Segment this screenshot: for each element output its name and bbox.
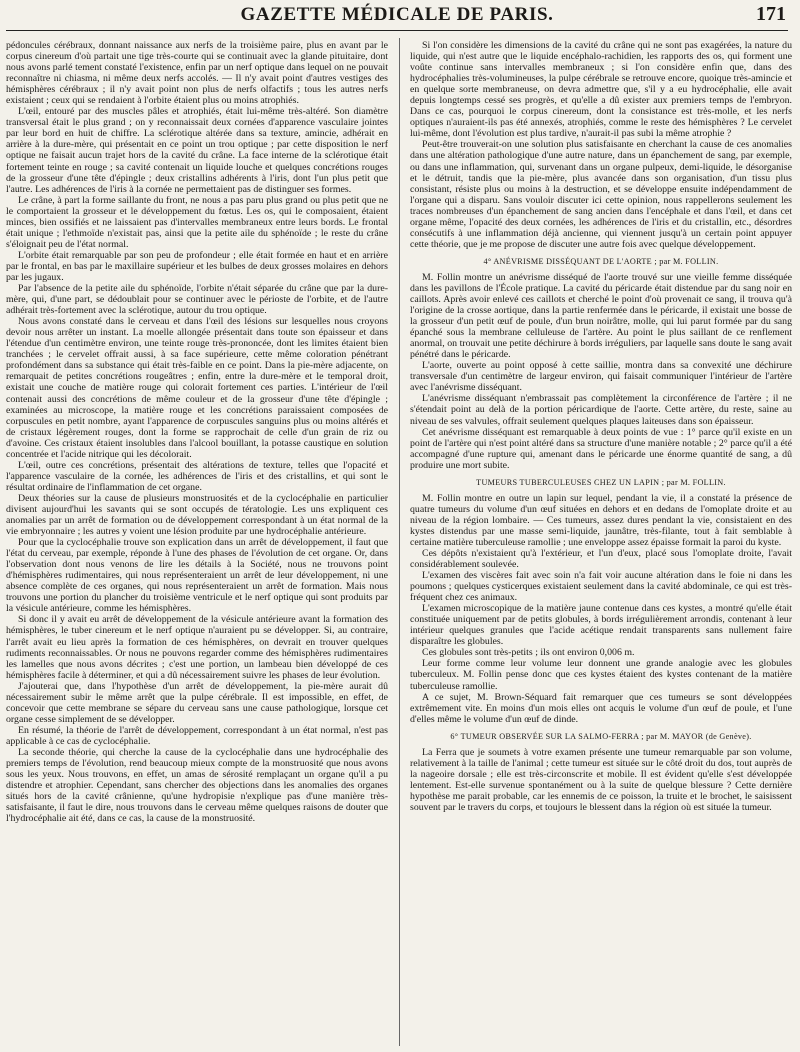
left-column — [6, 40, 388, 1046]
paragraph: Cet anévrisme disséquant est remarquable à deux points de vue : 1° parce qu'il existe en un point de l'artère qui n'est point altéré dans sa structure d'une manière notable ; 2° parce qu'il a été accompagné d'une rupture qui, amenant dans le péricarde une énorme quantité de sang, a dû produire une mort subite. — [410, 426, 792, 471]
journal-title: GAZETTE MÉDICALE DE PARIS. — [240, 4, 554, 25]
paragraph: L'examen des viscères fait avec soin n'a fait voir aucune altération dans le foie ni dans les poumons ; quelques cysticerques existaient seulement dans la cavité abdominale, ce qui est très-fréquent chez ces animaux. — [410, 570, 792, 604]
right-column — [410, 40, 792, 1046]
section-heading-lapin: TUMEURS TUBERCULEUSES CHEZ UN LAPIN ; par M. FOLLIN. — [476, 477, 726, 487]
paragraph: Si donc il y avait eu arrêt de développement de la vésicule antérieure avant la formation des hémisphères, le tuber cinereum et le nerf optique n'auraient pu se développer. Si, au contraire, l'arrêt avait eu lieu après la formation de ces hémisphères, on devrait en trouver quelques rudiments reconnaissables. Or nous ne pouvons regarder comme des hémisphères rudimentaires les lamelles que nous avons décrites ; c'est une portion, un lambeau bien développé de ces hémisphères facile à déterminer, et qui a dû nécessairement suivre les phases de leur évolution. — [6, 614, 388, 681]
paragraph: L'orbite était remarquable par son peu de profondeur ; elle était formée en haut et en arrière par le frontal, en bas par le maxillaire supérieur et les bulbes de deux grosses molaires en dehors par les jugaux. — [6, 249, 388, 283]
paragraph: Ces globules sont très-petits ; ils ont environ 0,006 m. — [422, 647, 635, 659]
paragraph: L'œil, entouré par des muscles pâles et atrophiés, était lui-même très-altéré. Son diamètre transversal était le plus grand ; on y reconnaissait deux cornées d'apparence vasculaire jointes par leur bord en huit de chiffre. La sclérotique altérée dans sa texture, amincie, adhérait en arrière à la dure-mère, qui présentait en ce point un trou optique ; par cette disposition le nerf optique ne faisait aucun trajet hors de la cavité du crâne. La face interne de la sclérotique était fortement teinte en rouge ; sa cavité contenait un liquide louche et quelques concrétions rouges de la grosseur d'une tête d'épingle ; deux cristallins adhérents à l'iris, dont l'un plus petit que l'autre. Les adhérences de l'iris à la cornée ne permettaient pas de distinguer ses formes. — [6, 106, 388, 195]
paragraph: Le crâne, à part la forme saillante du front, ne nous a pas paru plus grand ou plus petit que ne le comportaient la grosseur et le développement du fœtus. Les os, qui le composaient, étaient minces, bien ossifiés et ne laissaient pas d'intervalles membraneux entre leurs bords. Le frontal était unique ; l'ethmoïde n'existait pas, ainsi que la petite aile du sphénoïde ; le reste du crâne s'éloignait peu de l'état normal. — [6, 194, 388, 250]
paragraph: L'aorte, ouverte au point opposé à cette saillie, montra dans sa convexité une déchirure transversale d'un centimètre de largeur environ, qui faisait communiquer l'intérieur de l'artère avec l'anévrisme disséquant. — [410, 360, 792, 394]
paragraph: Nous avons constaté dans le cerveau et dans l'œil des lésions sur lesquelles nous croyons devoir nous arrêter un instant. La moelle allongée présentait dans toute son épaisseur et dans l'étendue d'un centimètre environ, une teinte rouge très-prononcée, dont les limites étaient bien tranchées ; le cervelet offrait aussi, à sa face supérieure, cette même coloration pénétrant profondément dans sa substance qui était très-faible en ce point. Dans la pie-mère adjacente, on remarquait de petites concrétions rougeâtres ; enfin, entre la dure-mère et le temporal droit, existait une couche de matière rouge qui colorait fortement ces parties. L'intérieur de l'œil contenait aussi des concrétions de même couleur et de la grosseur d'une tête d'épingle ; examinées au microscope, la matière rouge et les concrétions paraissaient composées de corpuscules en petit nombre, ayant l'apparence de corpuscules sanguins plus ou moins altérés et de cristaux légèrement rouges, dont la forme se rapprochait de celle d'un grain de riz ou d'avoine. Ces cristaux étaient insolubles dans l'alcool bouillant, la potasse caustique en solution concentrée et l'acide nitrique qui les décolorait. — [6, 316, 388, 460]
paragraph: La Ferra que je soumets à votre examen présente une tumeur remarquable par son volume, relativement à la taille de l'animal ; cette tumeur est située sur le côté droit du dos, tout auprès de la nageoire dorsale ; elle est très-circonscrite et mobile. Il est évident qu'elle s'est développée lentement. Est-elle survenue spontanément ou à la suite de quelque blessure ? Cette dernière hypothèse me parait probable, car les ennemis de ce poisson, la truite et le brochet, le saisissent souvent par le travers du corps, et toujours le blessent dans la région où est située la tumeur. — [410, 746, 792, 813]
paragraph: Par l'absence de la petite aile du sphénoïde, l'orbite n'était séparée du crâne que par la dure-mère, qui, d'une part, se dédoublait pour se continuer avec le périoste de l'orbite, et de l'autre adhérait très-fortement avec la sclérotique, autour du trou optique. — [6, 283, 388, 317]
paragraph: Deux théories sur la cause de plusieurs monstruosités et de la cyclocéphalie en particulier divisent aujourd'hui les savants qui se sont occupés de tératologie. Les uns expliquent ces anomalies par un arrêt de formation ou de développement correspondant à un état normal de la vie embryonnaire ; les autres y voient une lésion produite par une hydrocéphalie antérieure. — [6, 492, 388, 538]
paragraph: L'examen microscopique de la matière jaune contenue dans ces kystes, a montré qu'elle était constituée uniquement par de petits globules, à bords irrégulièrement arrondis, contenant à leur intérieur quelques granules que l'acide acétique rendait transparents sans nullement faire disparaître les globules. — [410, 603, 792, 648]
paragraph: M. Follin montre en outre un lapin sur lequel, pendant la vie, il a constaté la présence de quatre tumeurs du volume d'un œuf situées en dehors et en dedans de l'omoplate droite et au niveau de la région lombaire. — Ces tumeurs, assez dures pendant la vie, consistaient en des kystes distendus par une masse semi-liquide, jaunâtre, très-filante, tout à fait semblable à certaine matière tuberculeuse ramollie ; une enveloppe assez épaisse formait la paroi du kyste. — [410, 492, 792, 548]
page-header — [6, 0, 788, 31]
paragraph: L'œil, outre ces concrétions, présentait des altérations de texture, telles que l'opacité et l'apparence vasculaire de la cornée, les adhérences de l'iris et des cristallins, et qui sont le résultat ordinaire de l'inflammation de cet organe. — [6, 459, 388, 493]
page-number: 171 — [756, 3, 786, 25]
paragraph: Si l'on considère les dimensions de la cavité du crâne qui ne sont pas exagérées, la nature du liquide, qui n'est autre que le liquide encéphalo-rachidien, les rapports des os, qui forment une voûte continue sans intervalles membraneux ; si l'on considère enfin que, dans des hydrocéphalies très-volumineuses, la pulpe cérébrale se retrouve encore, quoique très-amincie et en quelque sorte membraneuse, on devra admettre que, s'il y a eu hydrocéphalie, elle avait depuis longtemps cessé ses progrès, et qu'elle a dû exister aux premiers temps de l'embryon. Dans ce cas, pourquoi le corpus cinereum, dont la consistance est très-molle, et les nerfs optiques n'auraient-ils pas été annexés, atrophiés, comme le reste des hémisphères ? Le cervelet lui-même, dont l'évolution est plus tardive, n'aurait-il pas subi la même atrophie ? — [410, 40, 792, 140]
paragraph: Ces dépôts n'existaient qu'à l'extérieur, et l'un d'eux, placé sous l'omoplate droite, l'avait considérablement soulevée. — [410, 547, 792, 571]
paragraph: Leur forme comme leur volume leur donnent une grande analogie avec les globules tuberculeux. M. Follin pense donc que ces kystes étaient des kystes contenant de la matière tuberculeuse ramollie. — [410, 658, 792, 692]
paragraph: La seconde théorie, qui cherche la cause de la cyclocéphalie dans une hydrocéphalie des premiers temps de l'évolution, rend beaucoup mieux compte de la monstruosité que nous avons sous les yeux. Nous trouvons, en effet, un amas de sérosité remplaçant un organe qu'il a pu distendre et atrophier. Cependant, sans chercher des objections dans les anomalies des organes situés hors de la cavité crânienne, qu'une hydropisie n'explique pas d'une manière très-satisfaisante, il faut le dire, nous trouvons dans le cerveau même quelques raisons de douter que l'hydrocéphalie ait été, dans ce cas, la cause de la monstruosité. — [6, 747, 388, 825]
column-divider — [399, 38, 400, 1046]
section-heading-salmo: 6° TUMEUR OBSERVÉE SUR LA SALMO-FERRA ; par M. MAYOR (de Genève). — [450, 731, 752, 741]
paragraph: pédoncules cérébraux, donnant naissance aux nerfs de la troisième paire, plus en avant par le corpus cinereum d'où partait une tige très-courte qui se continuait avec la glande pituitaire, dont nous avons parlé tement constaté l'existence, enfin par un nerf optique dans lequel on ne pouvait reconnaître ni chiasma, ni même deux nerfs accolés. — Il n'y avait point d'autres vestiges des hémisphères cérébraux ; il n'y avait point non plus de nerfs olfactifs ; tous les autres nerfs existaient ; ceux qui se rendaient à l'orbite étaient plus ou moins atrophiés. — [6, 40, 388, 107]
section-heading-aorta: 4° ANÉVRISME DISSÉQUANT DE L'AORTE ; par M. FOLLIN. — [483, 256, 719, 266]
paragraph: J'ajouterai que, dans l'hypothèse d'un arrêt de développement, la pie-mère aurait dû nécessairement subir le même arrêt que la pulpe cérébrale. Il est impossible, en effet, de concevoir que cette membrane se sépare du cerveau sans une cause pathologique, lorsque cet organe cesse simplement de se développer. — [6, 680, 388, 725]
paragraph: En résumé, la théorie de l'arrêt de développement, correspondant à un état normal, n'est pas applicable à ce cas de cyclocéphalie. — [6, 724, 388, 747]
paragraph: Peut-être trouverait-on une solution plus satisfaisante en cherchant la cause de ces anomalies dans une altération pathologique d'une autre nature, dans un épanchement de sang, par exemple, ou dans une inflammation, qui, survenant dans un organe pulpeux, demi-liquide, le désorganise et le détruit, tandis que la pie-mère, plus avancée dans son organisation, d'un tissu plus consistant, résiste plus ou moins à la destruction, et se développe ensuite indépendamment de l'organe qui a disparu. Sans vouloir discuter ici cette opinion, nous rappellerons seulement les traces nombreuses d'un épanchement de sang ancien dans l'encéphale et dans l'œil, et dans cet organe même, l'opacité des deux cornées, les adhérences de l'iris et du cristallin, etc., désordres consécutifs à une inflammation déjà ancienne, qui viennent jusqu'à un certain point appuyer cette théorie, que je me propose de discuter une autre fois avec quelque développement. — [410, 139, 792, 250]
paragraph: Pour que la cyclocéphalie trouve son explication dans un arrêt de développement, il faut que l'état du cerveau, par exemple, réponde à l'une des phases de l'évolution de cet organe. Or, dans l'observation dont nous venons de lire les détails à la Société, nous ne trouvons point d'hémisphères rudimentaires, qui nous représenteraient un arrêt de leur développement, ni une absence complète de ces organes, qui nous représenteraient un arrêt de formation. Mais nous trouvons une portion du plancher du troisième ventricule et le nerf optique qui sont produits par la vésicule antérieure, comme les hémisphères. — [6, 537, 388, 615]
paragraph: A ce sujet, M. Brown-Séquard fait remarquer que ces tumeurs se sont développées extrêmement vite. En moins d'un mois elles ont acquis le volume d'un œuf de poule, et l'une d'elles même le volume d'un œuf de dinde. — [410, 691, 792, 725]
paragraph: L'anévrisme disséquant n'embrassait pas complètement la circonférence de l'artère ; il ne s'étendait point au delà de la portion péricardique de l'aorte. Cette artère, du reste, saine au niveau de ses valvules, offrait seulement quelques plaques laiteuses dans son épaisseur. — [410, 393, 792, 427]
paragraph: M. Follin montre un anévrisme disséqué de l'aorte trouvé sur une vieille femme disséquée dans les pavillons de l'École pratique. La cavité du péricarde était distendue par du sang noir en caillots. Après avoir enlevé ces caillots et cherché le point d'où provenait ce sang, il trouva qu'à l'origine de la crosse aortique, dans la partie renfermée dans le péricarde, il existait une bosse de la grosseur d'un petit œuf de poule, d'un brun noirâtre, molle, qui lui parut formée par du sang épanché sous la membrane celluleuse de l'artère. Au point le plus saillant de ce renflement anormal, on trouvait une petite déchirure à bords irréguliers, par laquelle sans doute le sang avait pénétré dans le péricarde. — [410, 271, 792, 361]
